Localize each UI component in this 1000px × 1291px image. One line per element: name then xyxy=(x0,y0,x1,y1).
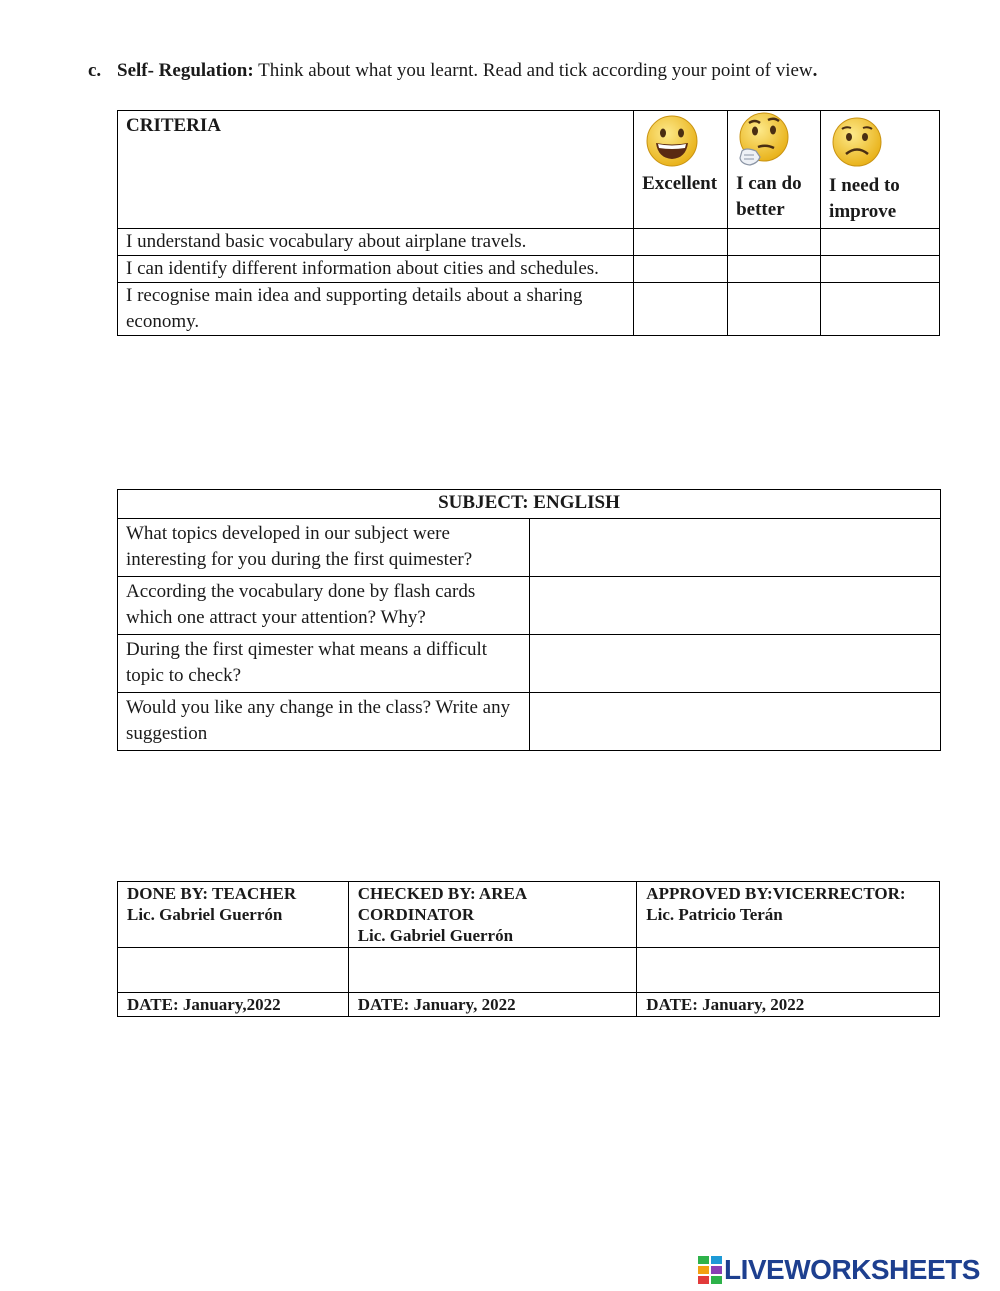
answer-cell[interactable] xyxy=(529,635,940,693)
question-cell: According the vocabulary done by flash cards which one attract your attention? Why? xyxy=(118,577,530,635)
excellent-label: Excellent xyxy=(642,173,718,194)
tick-cell-can-do-better[interactable] xyxy=(728,256,821,283)
approved-by-cell xyxy=(637,882,940,948)
question-cell: What topics developed in our subject were interesting for you during the first quimester? xyxy=(118,519,530,577)
approved-by-name: Lic. Patricio Terán xyxy=(646,905,783,924)
date-cell: DATE: January, 2022 xyxy=(348,993,637,1017)
section-instruction: Think about what you learnt. Read and tick according your point of view xyxy=(253,60,813,81)
date-cell: DATE: January,2022 xyxy=(118,993,349,1017)
criteria-header: CRITERIA xyxy=(118,111,634,229)
signature-cell[interactable] xyxy=(348,948,637,993)
column-need-to-improve xyxy=(821,111,940,229)
liveworksheets-blocks-icon xyxy=(698,1256,722,1284)
tick-cell-need-to-improve[interactable] xyxy=(821,283,940,336)
done-by-name: Lic. Gabriel Guerrón xyxy=(127,905,283,924)
date-cell: DATE: January, 2022 xyxy=(637,993,940,1017)
tick-cell-need-to-improve[interactable] xyxy=(821,256,940,283)
signature-table xyxy=(117,881,940,1017)
answer-cell[interactable] xyxy=(529,693,940,751)
criteria-row-text: I can identify different information about cities and schedules. xyxy=(118,256,634,283)
done-by-cell xyxy=(118,882,349,948)
question-cell: Would you like any change in the class? Write any suggestion xyxy=(118,693,530,751)
signature-cell[interactable] xyxy=(637,948,940,993)
tick-cell-can-do-better[interactable] xyxy=(728,229,821,256)
subject-header: SUBJECT: ENGLISH xyxy=(118,490,941,519)
grinning-face-icon xyxy=(644,113,700,169)
section-heading xyxy=(88,60,817,82)
criteria-table xyxy=(117,110,940,336)
checked-by-cell xyxy=(348,882,637,948)
column-can-do-better xyxy=(728,111,821,229)
tick-cell-excellent[interactable] xyxy=(634,229,728,256)
done-by-title: DONE BY: TEACHER xyxy=(127,884,297,903)
section-period: . xyxy=(812,60,818,81)
approved-by-title: APPROVED BY:VICERRECTOR: xyxy=(646,884,906,903)
tick-cell-excellent[interactable] xyxy=(634,283,728,336)
frowning-face-icon xyxy=(830,115,884,169)
tick-cell-need-to-improve[interactable] xyxy=(821,229,940,256)
tick-cell-can-do-better[interactable] xyxy=(728,283,821,336)
thinking-face-icon xyxy=(736,111,792,171)
subject-table xyxy=(117,489,941,751)
answer-cell[interactable] xyxy=(529,519,940,577)
checked-by-title: CHECKED BY: AREA CORDINATOR xyxy=(357,884,527,924)
question-cell: During the first qimester what means a difficult topic to check? xyxy=(118,635,530,693)
brand-name: LIVEWORKSHEETS xyxy=(724,1254,980,1285)
checked-by-name: Lic. Gabriel Guerrón xyxy=(357,926,514,945)
can-do-better-label: I can do better xyxy=(736,173,802,220)
need-to-improve-label: I need to improve xyxy=(829,175,900,222)
tick-cell-excellent[interactable] xyxy=(634,256,728,283)
criteria-row-text: I understand basic vocabulary about airplane travels. xyxy=(118,229,634,256)
answer-cell[interactable] xyxy=(529,577,940,635)
brand-logo xyxy=(698,1254,980,1286)
section-title: Self- Regulation: xyxy=(117,60,254,81)
criteria-row-text: I recognise main idea and supporting details about a sharing economy. xyxy=(118,283,634,336)
column-excellent xyxy=(634,111,728,229)
section-marker: c. xyxy=(88,60,102,81)
signature-cell[interactable] xyxy=(118,948,349,993)
